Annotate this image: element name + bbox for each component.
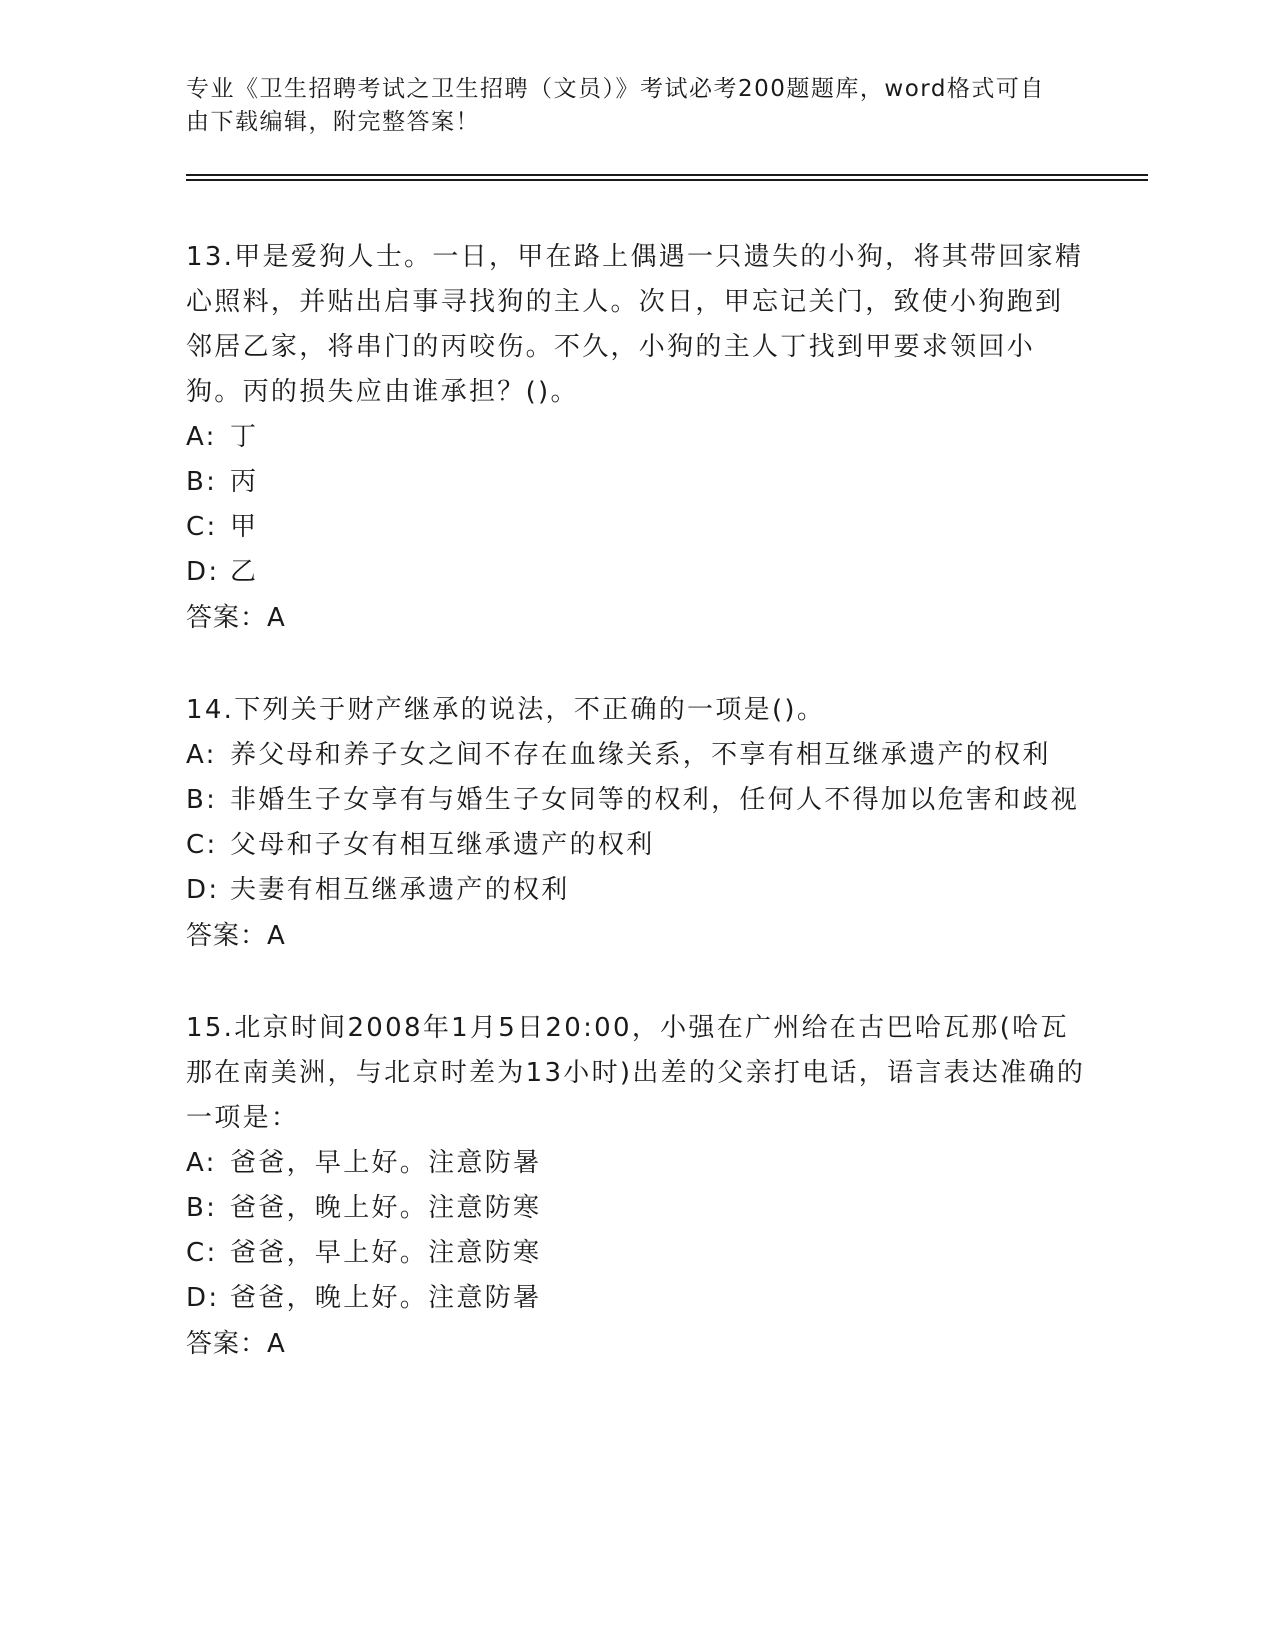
- option-a: [186, 415, 1086, 460]
- option-text: 丙: [230, 467, 259, 497]
- option-text: 爸爸，早上好。注意防寒: [230, 1238, 542, 1268]
- header-divider-top: [186, 174, 1148, 176]
- option-text: 非婚生子女享有与婚生子女同等的权利，任何人不得加以危害和歧视: [230, 785, 1080, 815]
- option-a: [186, 733, 1086, 778]
- option-b: [186, 460, 1086, 505]
- option-letter: B:: [186, 1193, 218, 1223]
- option-letter: A:: [186, 1148, 217, 1178]
- option-text: 爸爸，晚上好。注意防暑: [230, 1283, 542, 1313]
- answer-line: 答案：A: [186, 921, 286, 951]
- option-a: [186, 1141, 1086, 1186]
- option-text: 夫妻有相互继承遗产的权利: [230, 875, 570, 905]
- option-letter: D:: [186, 1283, 220, 1313]
- option-c: [186, 1231, 1086, 1276]
- option-text: 乙: [230, 557, 259, 587]
- option-letter: B:: [186, 467, 218, 497]
- question-13: [186, 235, 1086, 641]
- option-c: [186, 823, 1086, 868]
- question-stem: 14.下列关于财产继承的说法，不正确的一项是()。: [186, 695, 826, 725]
- question-stem: 13.甲是爱狗人士。一日，甲在路上偶遇一只遗失的小狗，将其带回家精心照料，并贴出启事寻找狗的主人。次日，甲忘记关门，致使小狗跑到邻居乙家，将串门的丙咬伤。不久，小狗的主人丁找到甲要求领回小狗。丙的损失应由谁承担？()。: [186, 242, 1084, 407]
- option-letter: C:: [186, 830, 218, 860]
- question-stem: 15.北京时间2008年1月5日20:00，小强在广州给在古巴哈瓦那(哈瓦那在南美洲，与北京时差为13小时)出差的父亲打电话，语言表达准确的一项是：: [186, 1013, 1086, 1133]
- answer-line: 答案：A: [186, 603, 286, 633]
- header-divider-bottom: [186, 179, 1148, 181]
- option-letter: A:: [186, 422, 217, 452]
- question-15: [186, 1006, 1086, 1367]
- option-c: [186, 505, 1086, 550]
- option-text: 爸爸，晚上好。注意防寒: [230, 1193, 542, 1223]
- option-text: 养父母和养子女之间不存在血缘关系，不享有相互继承遗产的权利: [230, 740, 1051, 770]
- option-text: 父母和子女有相互继承遗产的权利: [230, 830, 655, 860]
- option-letter: C:: [186, 512, 218, 542]
- option-letter: A:: [186, 740, 217, 770]
- option-text: 丁: [230, 422, 259, 452]
- option-letter: B:: [186, 785, 218, 815]
- document-header: 专业《卫生招聘考试之卫生招聘（文员）》考试必考200题题库，word格式可自由下载编辑，附完整答案！: [186, 76, 1045, 135]
- option-d: [186, 550, 1086, 595]
- option-letter: D:: [186, 557, 220, 587]
- option-letter: D:: [186, 875, 220, 905]
- option-text: 爸爸，早上好。注意防暑: [230, 1148, 542, 1178]
- question-14: [186, 688, 1086, 959]
- answer-line: 答案：A: [186, 1329, 286, 1359]
- option-d: [186, 1276, 1086, 1321]
- option-b: [186, 1186, 1086, 1231]
- option-letter: C:: [186, 1238, 218, 1268]
- question-list: [186, 235, 1086, 1414]
- option-b: [186, 778, 1086, 823]
- option-text: 甲: [230, 512, 259, 542]
- option-d: [186, 868, 1086, 913]
